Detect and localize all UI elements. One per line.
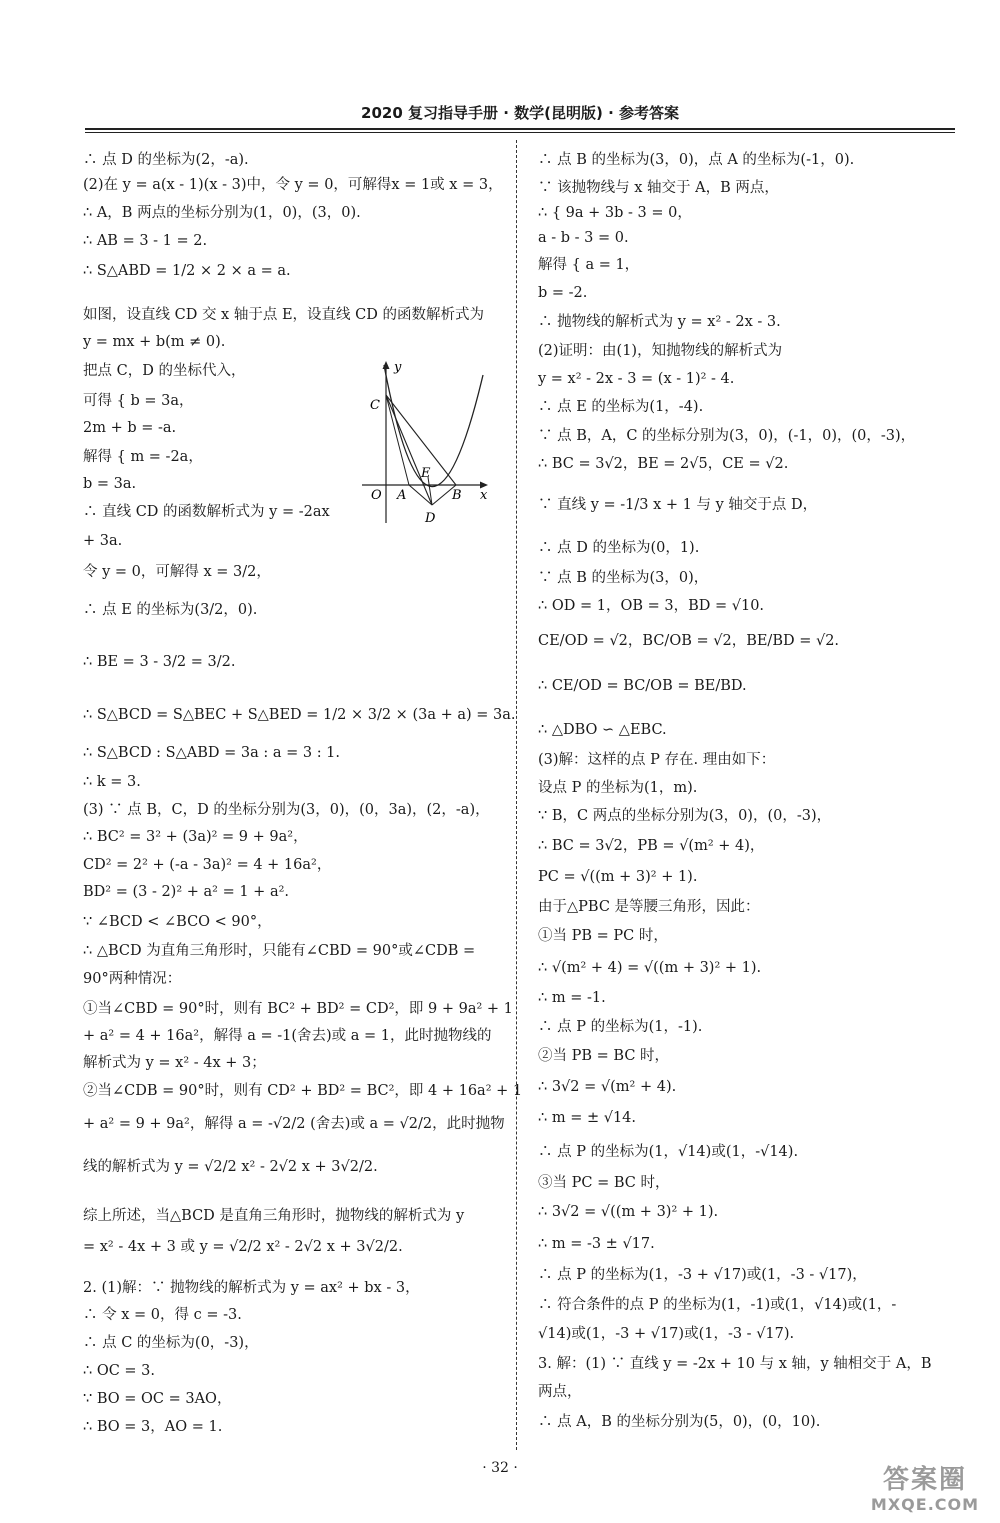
right-line: ∵ B，C 两点的坐标分别为(3，0)，(0，-3)， [538,808,832,824]
right-line: ∴ BC = 3√2，PB = √(m² + 4)， [538,838,765,854]
right-line: PC = √((m + 3)² + 1). [538,869,698,885]
right-line: ∴ 符合条件的点 P 的坐标为(1，-1)或(1，√14)或(1，- [538,1297,897,1313]
right-line: ∴ m = -1. [538,990,606,1006]
left-line: ∴ A，B 两点的坐标分别为(1，0)，(3，0). [83,205,361,221]
left-line: ∵ BO = OC = 3AO， [83,1391,232,1407]
right-line: (2)证明：由(1)，知抛物线的解析式为 [538,343,783,359]
watermark-url: MXQE.COM [870,1495,980,1514]
left-line: ∵ ∠BCD < ∠BCO < 90°， [83,914,272,930]
left-line: 2. (1)解：∵ 抛物线的解析式为 y = ax² + bx - 3， [83,1280,420,1296]
left-line: (3) ∵ 点 B，C，D 的坐标分别为(3，0)，(0，3a)，(2，-a)， [83,802,490,818]
left-line: CD² = 2² + (-a - 3a)² = 4 + 16a²， [83,857,332,873]
left-line: ∴ OC = 3. [83,1363,156,1379]
watermark-text: 答案圈 [882,1465,967,1495]
left-line: ∴ BE = 3 - 3/2 = 3/2. [83,654,236,670]
left-line: ∴ 点 E 的坐标为(3/2，0). [83,602,258,618]
label-e: E [421,466,431,481]
left-line: 线的解析式为 y = √2/2 x² - 2√2 x + 3√2/2. [83,1159,378,1175]
left-line: + 3a. [83,533,123,549]
right-line: ②当 PB = BC 时， [538,1048,670,1064]
left-line: 综上所述，当△BCD 是直角三角形时，抛物线的解析式为 y [83,1208,465,1224]
left-line: ∴ △BCD 为直角三角形时，只能有∠CBD = 90°或∠CDB = [83,943,476,959]
label-x: x [480,488,488,503]
label-c: C [370,398,380,413]
left-line: ∴ BC² = 3² + (3a)² = 9 + 9a²， [83,829,308,845]
right-line: ∵ 直线 y = -1/3 x + 1 与 y 轴交于点 D， [538,497,818,513]
right-line: ∴ 点 D 的坐标为(0，1). [538,540,700,556]
right-line: ∵ 点 B，A，C 的坐标分别为(3，0)，(-1，0)，(0，-3)， [538,428,916,444]
page-header [85,100,955,140]
left-line: ∴ 令 x = 0，得 c = -3. [83,1307,242,1323]
column-divider [516,140,517,1450]
right-line: 由于△PBC 是等腰三角形，因此： [538,899,760,915]
left-line: y = mx + b(m ≠ 0). [83,334,226,350]
y-axis-arrow-icon [383,361,390,369]
left-line: (2)在 y = a(x - 1)(x - 3)中，令 y = 0，可解得x = 1或 x = 3， [83,177,503,193]
left-line: ∴ S△ABD = 1/2 × 2 × a = a. [83,263,291,279]
left-line: + a² = 4 + 16a²，解得 a = -1(舍去)或 a = 1，此时抛物线的 [83,1028,492,1044]
segment-cb-2 [386,395,409,485]
right-line: ∴ 点 B 的坐标为(3，0)，点 A 的坐标为(-1，0). [538,152,855,168]
left-line: 解析式为 y = x² - 4x + 3； [83,1055,266,1071]
right-line: ①当 PB = PC 时， [538,928,668,944]
right-line: 解得 { a = 1， [538,257,640,273]
left-line: ∴ AB = 3 - 1 = 2. [83,233,208,249]
right-line: b = -2. [538,285,588,301]
left-line: + a² = 9 + 9a²，解得 a = -√2/2 (舍去)或 a = √2/2，此时抛物 [83,1116,505,1132]
left-line: 令 y = 0，可解得 x = 3/2， [83,564,271,580]
left-line: 可得 { b = 3a， [83,393,194,409]
right-line: 3. 解：(1) ∵ 直线 y = -2x + 10 与 x 轴，y 轴相交于 A，B [538,1356,932,1372]
left-line: ∴ 点 D 的坐标为(2，-a). [83,152,249,168]
right-line: ∴ 点 P 的坐标为(1，√14)或(1，-√14). [538,1144,799,1160]
right-line: ∴ CE/OD = BC/OB = BE/BD. [538,678,747,694]
left-line: ②当∠CDB = 90°时，则有 CD² + BD² = BC²，即 4 + 16a² + 1 [83,1083,523,1099]
right-line: ∴ 点 P 的坐标为(1，-3 + √17)或(1，-3 - √17)， [538,1267,867,1283]
parabola-graph [362,355,492,525]
left-line: 90°两种情况： [83,971,182,987]
left-line: ①当∠CBD = 90°时，则有 BC² + BD² = CD²，即 9 + 9a² + 1 [83,1001,513,1017]
right-line: ③当 PC = BC 时， [538,1175,670,1191]
right-line: ∴ √(m² + 4) = √((m + 3)² + 1). [538,960,762,976]
right-line: ∴ 3√2 = √((m + 3)² + 1). [538,1204,719,1220]
left-line: ∴ k = 3. [83,774,141,790]
left-line: 如图，设直线 CD 交 x 轴于点 E，设直线 CD 的函数解析式为 [83,307,484,323]
right-line: √14)或(1，-3 + √17)或(1，-3 - √17). [538,1326,795,1342]
left-line: 解得 { m = -2a， [83,449,203,465]
right-line: ∴ OD = 1，OB = 3，BD = √10. [538,598,765,614]
label-b: B [452,488,462,503]
right-line: ∴ m = ± √14. [538,1110,637,1126]
right-line: ∴ △DBO ∽ △EBC. [538,722,667,738]
right-line: ∴ 抛物线的解析式为 y = x² - 2x - 3. [538,314,781,330]
right-line: ∴ 点 E 的坐标为(1，-4). [538,399,704,415]
left-line: b = 3a. [83,476,137,492]
left-line: 把点 C，D 的坐标代入， [83,363,246,379]
left-line: BD² = (3 - 2)² + a² = 1 + a². [83,884,290,900]
label-y: y [394,360,402,375]
right-line: ∴ m = -3 ± √17. [538,1236,655,1252]
right-line: ∴ 3√2 = √(m² + 4). [538,1079,677,1095]
right-line: y = x² - 2x - 3 = (x - 1)² - 4. [538,371,735,387]
label-a: A [397,488,407,503]
label-d: D [425,511,436,525]
left-line: ∴ S△BCD : S△ABD = 3a : a = 3 : 1. [83,745,341,761]
right-line: ∵ 点 B 的坐标为(3，0)， [538,570,709,586]
left-line: ∴ 点 C 的坐标为(0，-3)， [83,1335,259,1351]
watermark-logo [860,1465,990,1520]
left-line: = x² - 4x + 3 或 y = √2/2 x² - 2√2 x + 3√2/2. [83,1239,403,1255]
segment-ad [409,485,432,505]
label-o: O [371,488,382,503]
left-line: ∴ BO = 3，AO = 1. [83,1419,223,1435]
right-line: 设点 P 的坐标为(1，m). [538,780,698,796]
header-title: 2020 复习指导手册 · 数学(昆明版) · 参考答案 [361,104,679,122]
right-line: ∴ BC = 3√2，BE = 2√5，CE = √2. [538,456,789,472]
left-line: ∴ S△BCD = S△BEC + S△BED = 1/2 × 3/2 × (3a + a) = 3a. [83,707,516,723]
right-line: ∴ { 9a + 3b - 3 = 0， [538,205,692,221]
header-rule [85,128,955,130]
right-line: (3)解：这样的点 P 存在. 理由如下： [538,752,776,768]
segment-cd [386,395,432,505]
right-line: 两点， [538,1384,582,1400]
right-line: a - b - 3 = 0. [538,230,629,246]
right-line: CE/OD = √2，BC/OB = √2，BE/BD = √2. [538,633,840,649]
header-rule-thin [85,132,955,133]
left-line: ∴ 直线 CD 的函数解析式为 y = -2ax [83,504,330,520]
left-line: 2m + b = -a. [83,420,177,436]
right-line: ∴ 点 A，B 的坐标分别为(5，0)，(0，10). [538,1414,821,1430]
page-number: · 32 · [482,1460,518,1476]
right-line: ∴ 点 P 的坐标为(1，-1). [538,1019,703,1035]
right-line: ∵ 该抛物线与 x 轴交于 A，B 两点， [538,180,779,196]
